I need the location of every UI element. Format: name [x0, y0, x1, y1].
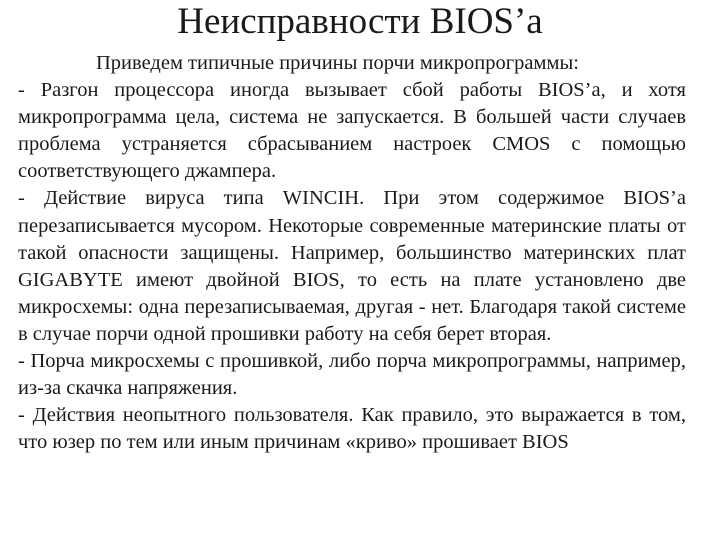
slide-title: Неисправности BIOS’а — [177, 1, 543, 42]
intro-paragraph: Приведем типичные причины порчи микропрограммы: — [96, 52, 579, 74]
cause-overclocking: - Разгон процессора иногда вызывает сбой работы BIOS’а, и хотя микропрограмма цела, система не запускается. В большей части случаев проблема устраняется сбрасыванием настроек CMOS с помощью соответствующего джампера. — [18, 79, 686, 183]
slide-body — [18, 50, 686, 456]
cause-user-error: - Действия неопытного пользователя. Как правило, это выражается в том, что юзер по тем или иным причинам «криво» прошивает BIOS — [18, 404, 686, 454]
cause-virus: - Действие вируса типа WINCIH. При этом содержимое BIOS’а перезаписывается мусором. Некоторые современные материнские платы от такой опасности защищены. Например, большинство материнских плат GIGABYTE имеют двойной BIOS, то есть на плате установлено две микросхемы: одна перезаписываемая, другая - нет. Благодаря такой системе в случае порчи одной прошивки работу на себя берет вторая. — [18, 187, 686, 345]
cause-chip-damage: - Порча микросхемы с прошивкой, либо порча микропрограммы, например, из-за скачка напряжения. — [18, 350, 686, 400]
